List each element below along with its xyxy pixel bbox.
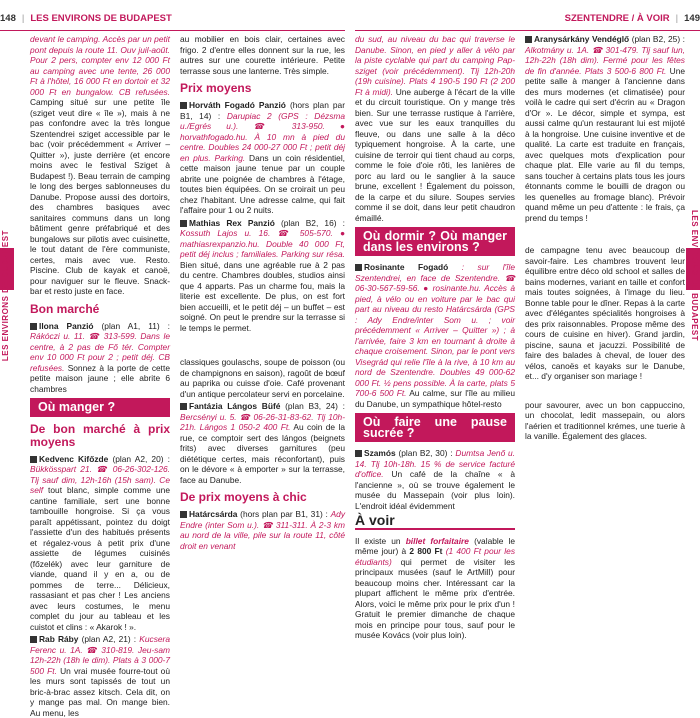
cake-icon <box>355 450 362 457</box>
left-running-title: LES ENVIRONS DE BUDAPEST <box>30 12 172 24</box>
fork-icon <box>525 36 532 43</box>
rosinante-entry: Rosinante Fogadó : sur l'île Szentendrei, en face de Szentendre. ☎ 06-30-567-59-56. ● rosinante.hu. Accès à pied, à vélo ou en voiture par le bac qui part au niveau du resto Határcsárda (GPS : Ady Endre/inter Som u. ; voir précédemment « Arriver – Quitter ») ; à l'arrivée, faire 3 km en tournant à droite à chaque croisement. Sinon, par le pont vers Visegrád qui relie l'île à la rive, à 10 km au nord de Szentendre. Doubles 49 000-62 000 Ft. ½ pens possible. À la carte, plats 5 700-6 500 Ft. Au calme, sur l'île au milieu du Danube, un sympathique hôtel-resto <box>355 262 515 409</box>
left-header-separator: | <box>21 12 25 24</box>
kedvenc-entry: Kedvenc Kifőzde (plan A2, 20) : Bükkösspart 21. ☎ 06-26-302-126. Tlj sauf dim, 12h-16h (15h sam). Ce self tout blanc, simple comme une cantine familiale, sert une bonne tambouille hongroise. Si ça vous paraît appétissant, pointez du doigt l'assiette d'un des habitués présents et régalez-vous à petit prix d'une assiette de légumes cuisinés (főzelék) avec leur garniture de viande, quand il y en a, ou de pommes de terre... Délicieux, rassasiant et pas cher ! Les anciens avec leurs costumes, le menu complet du jour au tableau et les cuistot et clins : « Akarok ! ». <box>30 453 171 632</box>
column-4 <box>355 34 516 640</box>
spacer <box>525 225 685 245</box>
bed-icon <box>355 264 362 271</box>
raby-continued: classiques goulaschs, soupe de poisson (ou de champignons en saison), ragoût de bœuf au paprika ou cuisse d'oie. Café provenant d'un antique percolateur servi en porcelaine. <box>180 357 345 399</box>
column-1 <box>30 34 171 718</box>
left-page-number: 148 <box>0 12 16 24</box>
fork-icon <box>30 456 37 463</box>
rosinante-continued: de campagne tenu avec beaucoup de savoir-faire. Les chambres trouvent leur équilibre entre déco old school et salles de bains modernes, variant en taille et confort mais toutes soignées, à l'image du lieu. Bonne table pour le dîner. Repas à la carte avec d'élégantes spécialités hongroises à des prix raisonnables. Propose même des cours de cuisine en hiver). Grand jardin, piscine, sauna et jacuzzi. Possibilité de faire des balades à cheval, de louer des vélos, canoës et kayaks sur le Danube, et... d'y organiser son mariage ! <box>525 245 685 381</box>
left-page-header <box>0 6 345 31</box>
fork-icon <box>180 403 187 410</box>
section-ou-manger: Où manger ? <box>30 398 170 417</box>
right-page-number: 149 <box>684 12 700 24</box>
voir-paragraph: Il existe un billet forfaitaire (valable le même jour) à 2 800 Ft (1 400 Ft pour les étudiants) qui permet de visiter les principaux musées (sauf le ArtMill) pour beaucoup moins cher. Intéressant car la plupart affichent le même prix d'entrée. Alors, voici le même prix pour le prix d'un ! Gratuit le premier dimanche de chaque mois en principe pour tous, sauf pour le musée Kovács (voir plus loin). <box>355 535 516 640</box>
column-5 <box>525 34 685 582</box>
section-bon-marche: Bon marché <box>30 301 100 316</box>
bed-icon <box>180 102 187 109</box>
right-page-header <box>355 6 700 31</box>
left-side-label: LES ENVIRONS DE BUDAPEST <box>1 230 10 362</box>
horvath-entry: Horváth Fogadó Panzió (hors plan par B1, 14) : Darupiac 2 (GPS : Dézsma u./Egrés u.). ☎ 313-950. ● horvathfogado.hu. À 10 mn à pied du centre. Doubles 24 000-27 000 Ft ; petit déj en plus. Parking. Dans un coin résidentiel, cette maison jaune tenue par un couple abrite une poignée de chambres à l'étage, toutes bien équipées. On se croirait un peu chez l'habitant. Une adresse calme, qui fait l'affaire pour 1 ou 2 nuits. <box>180 100 346 215</box>
mathias-entry: Mathias Rex Panzió (plan B2, 16) : Kossuth Lajos u. 16. ☎ 505-570. ● mathiasrexpanzio.hu. Double 40 000 Ft, petit déj inclus ; familiales. Parking sur résa. Bien situé, dans une agréable rue à 2 pas du centre. Chambres doubles, studios ainsi que 4 apparts. Pas un charme fou, mais la literie est excellente. De plus, on est fort bien accueilli, et le petit déj – un buffet – est soigné. On peut le prendre sur la terrasse si le temps le permet. <box>180 217 345 333</box>
bed-icon <box>30 323 37 330</box>
right-side-label: LES ENVIRONS DE BUDAPEST <box>690 210 699 342</box>
camping-description: Camping situé sur une petite île (sziget veut dire « île »), mais à ne pas confondre avec la très longue Szentendrei sziget accessible par le bac (voir précédemment « Arriver – Quitter »), juste derrière (et encore moins avec le festival Sziget à Budapest !). Beau terrain de camping le long des berges sablonneuses du Danube. Propose aussi des dortoirs, des chambres basiques avec sanitaires communs dans un long bâtiment genre préfabriqué et des bungalows sur pilotis avec cuisinette, le tout datant de l'ère communiste, certes, mais avec vue. Resto. Piscine. Club de kayak et canoë, pour naviguer sur le fleuve. Snack-bar et resto juste en face. <box>30 97 170 296</box>
column-2 <box>180 34 345 354</box>
section-bon-marche-prix-moyens: De bon marché à prix moyens <box>30 421 170 449</box>
section-a-voir: À voir <box>355 515 515 530</box>
right-header-separator: | <box>675 12 679 24</box>
szamos-continued: pour savourer, avec un bon cappuccino, un chocolat, ledit massepain, ou alors l'aérien et traditionnel krémes, une tuerie à la vanille. Également des glaces. <box>525 399 685 441</box>
raby-entry: Rab Ráby (plan A2, 21) : Kucsera Ferenc u. 1A. ☎ 310-819. Jeu-sam 12h-22h (18h le dim). Plats à 3 000-7 500 Ft. Un vrai musée fourre-tout où les murs sont tapissés de tout un bric-à-brac assez kitsch. Cela dit, on y mange pas mal. On mange bien. Au menu, les <box>30 634 171 718</box>
camping-paragraph <box>30 34 170 297</box>
section-prix-chic: De prix moyens à chic <box>180 490 307 504</box>
ilona-continued: au mobilier en bois clair, certaines avec frigo. 2 d'entre elles donnent sur la rue, les autres sur une courette intérieure. Petite terrasse sous une lanterne. Très simple. <box>180 34 345 76</box>
right-running-title: SZENTENDRE / À VOIR <box>564 12 670 24</box>
camping-details: devant le camping. Accès par un petit pont depuis la route 11. Ouv juil-août. Pour 2 pers, compter env 12 000 Ft au camping avec une tente, 26 000 Ft à l'hôtel, 16 000 Ft en dortoir et 32 000 Ft en bungalow. CB refusées. <box>30 34 170 97</box>
hatar-entry: Határcsárda (hors plan par B1, 31) : Ady Endre (inter Som u.). ☎ 311-311. À 2-3 km au nord de la ville, pile sur la route 11, côté droit en venant <box>180 509 346 551</box>
section-pause-sucree: Où faire une pause sucrée ? <box>355 413 515 442</box>
spacer <box>525 384 685 400</box>
ilona-entry: Ilona Panzió (plan A1, 11) : Rákóczi u. 11. ☎ 313-599. Dans le centre, à 2 pas de Fő tér. Compter env 10 000 Ft pour 2 ; petit déj. CB refusées. Sonnez à la porte de cette petite maison jaune ; elle abrite 6 chambres <box>30 320 171 394</box>
fork-icon <box>30 636 37 643</box>
section-ou-dormir-environs: Où dormir ? Où manger dans les environs ? <box>355 227 515 256</box>
hatar-continued: du sud, au niveau du bac qui traverse le Danube. Sinon, en pied y aller à vélo par la piste cyclable qui part du camping Pap-sziget (voir précédemment). Tlj 12h-20h (19h cuisine). Plats 4 190-5 190 Ft (2 200 Ft à midi). Une auberge à l'écart de la ville et du circuit touristique. On y mange très bien. Sur une terrasse rustique à l'arrière, avec vue sur les eaux tranquilles du fleuve, ou dans une salle à la déco typiquement hongroise. À la carte, une cuisine de terroir qui tient chaud au corps, comme le foie d'oie rôti, les lanières de porc au lard ou le sanglier à la sauce brune, excellent ! Également du poisson, de la carpe et du silure. Soupes servies comme il se doit, dans leur petit chaudron émaillé. <box>355 34 515 223</box>
szamos-entry: Szamós (plan B2, 30) : Dumtsa Jenő u. 14. Tlj 10h-18h. 15 % de service facturé d'office. Un café de la chaîne « à l'ancienne », où se trouve également le musée du Massepain (voir plus loin). L'endroit idéal évidemment <box>355 448 516 511</box>
fork-icon <box>180 511 187 518</box>
aranysz-entry: Aranysárkány Vendéglő (plan B2, 25) : Alkotmány u. 1A. ☎ 301-479. Tlj sauf lun, 12h-22h (18h dim). Fermé pour les fêtes de fin d'année. Plats 3 500-6 800 Ft. Une petite salle à manger à l'ancienne dans des murs modernes (et climatisée) pour voilà le cadre qui sert d'écrin au « Dragon d'Or ». Le décor, simple et sympa, est aussi calme qu'un restaurant lui est mijoté à la hongroise. Une cuisine inventive et de qualité. La carte est traduite en français, avec quelques mots d'explication pour chaque plat. Elle varie au fil du temps, sans toucher à certains plats tous les jours étonnants comme le bouilli de dragon ou les quenelles au fromage blanc). Prévoir quand même un peu d'attente : le frais, ça prend du temps ! <box>525 34 686 223</box>
langos-entry: Fantázia Lángos Büfé (plan B3, 24) : Bercsényi u. 5. ☎ 06-26-31-83-62. Tlj 10h-21h. Lángos 1 050-2 400 Ft. Au coin de la rue, ce comptoir sert des lángos (beignets frits) avec diverses garnitures (peu diététique certes, mais réconfortant), puis on le dévore « à emporter » sur la terrasse, face au Danube. <box>180 401 345 485</box>
column-3 <box>180 357 345 582</box>
bed-icon <box>180 220 187 227</box>
section-prix-moyens: Prix moyens <box>180 81 252 95</box>
